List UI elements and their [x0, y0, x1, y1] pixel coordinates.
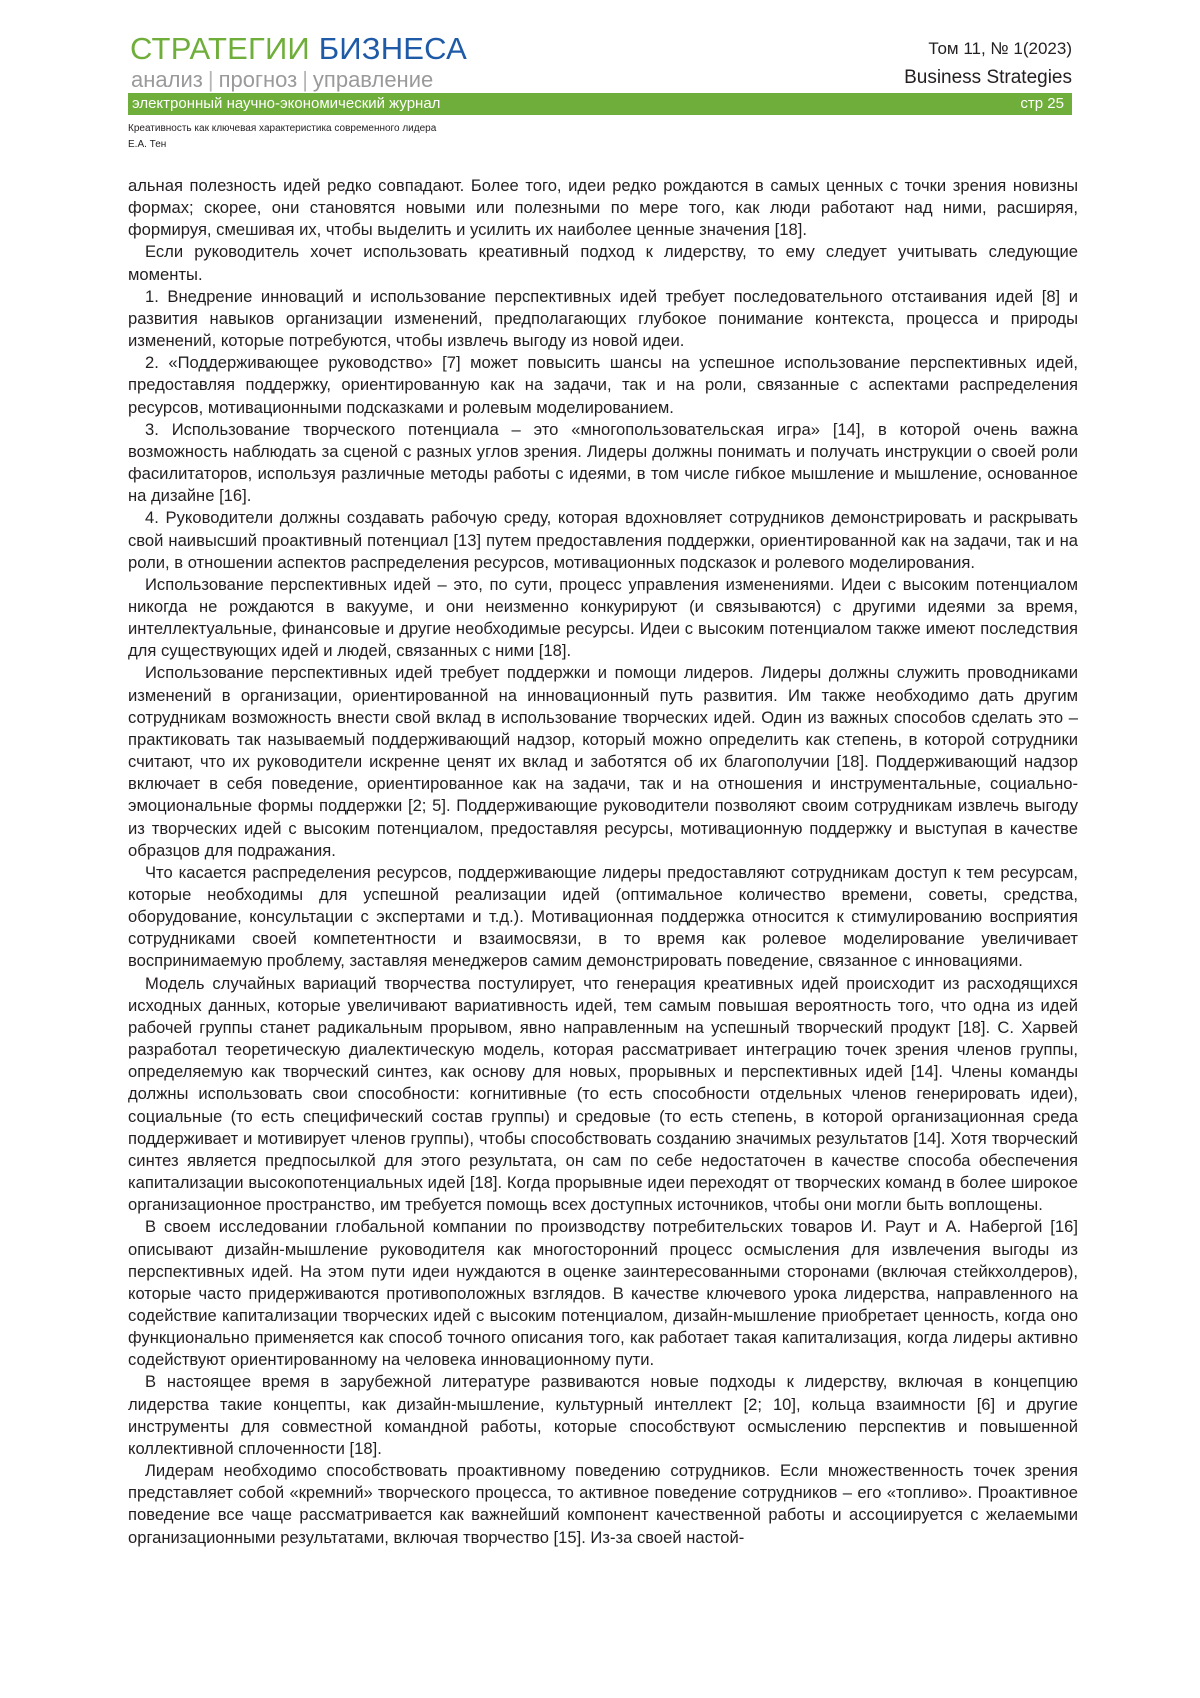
paragraph: Модель случайных вариаций творчества постулирует, что генерация креативных идей происходит из расхо­дящихся исходных данных, которые увеличивают вариативность идей, тем самым повышая вероятность того, что одна из идей рабочей группы станет радикальным прорывом, явно направленным на успешный творческий продукт [18]. С. Харвей разработал теоретическую диалектическую модель, которая рассматривает интеграцию точек зрения членов группы, определяемую как творческий синтез, как основу для новых, прорывных и перспек­тивных идей [14]. Члены команды должны использовать свои способности: когнитивные (то есть способности отдельных членов генерировать идеи), социальные (то есть специфический состав группы) и средовые (то есть степень, в которой организационная среда поддерживает и мотивирует членов группы), чтобы способствовать созданию значимых результатов [14]. Хотя творческий синтез является предпосылкой для этого результата, он сам по себе недостаточен в качестве способа обеспечения капитализации высокопотенциальных идей [18]. Когда прорывные идеи переходят от творческих команд в более широкое организационное пространство, им требуется помощь всех доступных источников, чтобы они могли быть воплощены. [128, 973, 1078, 1217]
journal-tagline [131, 68, 433, 92]
journal-type-label: электронный научно-экономический журнал [132, 93, 440, 115]
paragraph: 2. «Поддерживающее руководство» [7] может повысить шансы на успешное использование перспективных идей, предоставляя поддержку, ориентированную как на задачи, так и на роли, связанные с аспектами распре­деления ресурсов, мотивационными подсказками и ролевым моделированием. [128, 352, 1078, 418]
logo-word-business: БИЗНЕСА [319, 31, 467, 66]
journal-name-en: Business Strategies [904, 66, 1072, 90]
paragraph: Что касается распределения ресурсов, поддерживающие лидеры предоставляют сотрудникам доступ к тем ресурсам, которые необходимы для успешной реализации идей (оптимальное количество времени, советы, средства, оборудование, консультации с экспертами и т.д.). Мотивационная поддержка относится к стимулиро­ванию восприятия сотрудниками своей компетентности и взаимосвязи, в то время как ролевое моделирование увеличивает воспринимаемую проблему, заставляя менеджеров самим демонстрировать поведение, связанное с инновациями. [128, 862, 1078, 973]
journal-page [0, 0, 1200, 1698]
running-title: Креативность как ключевая характеристика современного лидера [128, 122, 436, 135]
paragraph: Использование перспективных идей требует поддержки и помощи лидеров. Лидеры должны служить прово­дниками изменений в организации, ориентированной на инновационный путь развития. Им также необходимо дать другим сотрудникам возможность внести свой вклад в использование творческих идей. Один из важных способов сделать это – практиковать так называемый поддерживающий надзор, который можно определить как степень, в которой сотрудники считают, что их руководители искренне ценят их вклад и заботятся об их благополучии [18]. Поддерживающий надзор включает в себя поведение, ориентированное как на задачи, так и на отношения и инструментальные, социально-эмоциональные формы поддержки [2; 5]. Поддерживающие руководители позволяют своим сотрудникам извлечь выгоду из творческих идей с высоким потенциалом, пре­доставляя ресурсы, мотивационную поддержку и выступая в качестве образцов для подражания. [128, 662, 1078, 861]
tagline-separator: | [203, 67, 219, 92]
paragraph: альная полезность идей редко совпадают. Более того, идеи редко рождаются в самых ценных с точки зрения новизны формах; скорее, они становятся новыми или полезными по мере того, как люди работают над ними, расширяя, формируя, смешивая их, чтобы выделить и усилить их наиболее ценные значения [18]. [128, 175, 1078, 241]
tagline-word-management: управление [313, 67, 433, 92]
paragraph: В настоящее время в зарубежной литературе развиваются новые подходы к лидерству, включая в концепцию лидерства такие концепты, как дизайн-мышление, культурный интеллект [2; 10], кольца взаимности [6] и другие инструменты для совместной командной работы, которые способствуют осмыслению перспектив и повышенной коллективной сплоченности [18]. [128, 1371, 1078, 1460]
paragraph: Лидерам необходимо способствовать проактивному поведению сотрудников. Если множественность точек зрения представляет собой «кремний» творческого процесса, то активное поведение сотрудников – его «то­пливо». Проактивное поведение все чаще рассматривается как важнейший компонент качественной работы и ассоциируется с желаемыми организационными результатами, включая творчество [15]. Из-за своей настой- [128, 1460, 1078, 1549]
tagline-word-forecast: прогноз [219, 67, 298, 92]
paragraph: Использование перспективных идей – это, по сути, процесс управления изменениями. Идеи с высоким потен­циалом никогда не рождаются в вакууме, и они неизменно конкурируют (и связываются) с другими идеями за время, интеллектуальные, финансовые и другие необходимые ресурсы. Идеи с высоким потенциалом также имеют последствия для существующих идей и людей, связанных с ними [18]. [128, 574, 1078, 663]
header-green-bar [128, 93, 1072, 115]
paragraph: Если руководитель хочет использовать креативный подход к лидерству, то ему следует учитывать следующие моменты. [128, 241, 1078, 285]
tagline-word-analysis: анализ [131, 67, 203, 92]
paragraph: 4. Руководители должны создавать рабочую среду, которая вдохновляет сотрудников демонстрировать и рас­крывать свой наивысший проактивный потенциал [13] путем предоставления поддержки, ориентированной как на задачи, так и на роли, в отношении аспектов распределения ресурсов, мотивационных подсказок и ролевого моделирования. [128, 507, 1078, 573]
tagline-separator: | [297, 67, 313, 92]
page-number: стр 25 [1020, 93, 1064, 115]
article-body [128, 175, 1078, 1549]
running-author: Е.А. Тен [128, 138, 166, 151]
issue-number: Том 11, № 1(2023) [928, 38, 1072, 60]
paragraph: 1. Внедрение инноваций и использование перспективных идей требует последовательного отстаивания идей [8] и развития навыков организации изменений, предполагающих глубокое понимание контекста, процесса и природы изменений, которые потребуются, чтобы извлечь выгоду из новой идеи. [128, 286, 1078, 352]
paragraph: 3. Использование творческого потенциала – это «многопользовательская игра» [14], в которой очень важна возможность наблюдать за сценой с разных углов зрения. Лидеры должны понимать и получать инструкции о своей роли фасилитаторов, используя различные методы работы с идеями, в том числе гибкое мышление и мышление, основанное на дизайне [16]. [128, 419, 1078, 508]
journal-logo-title [130, 32, 467, 66]
logo-word-strategies: СТРАТЕГИИ [130, 31, 310, 66]
paragraph: В своем исследовании глобальной компании по производству потребительских товаров И. Раут и А. Набергой [16] описывают дизайн-мышление руководителя как многосторонний процесс осмысления для извлечения вы­годы из перспективных идей. На этом пути идеи нуждаются в оценке заинтересованными сторонами (включая стейкхолдеров), которые часто придерживаются противоположных взглядов. В качестве ключевого урока лидер­ства, направленного на содействие капитализации творческих идей с высоким потенциалом, дизайн-мышление приобретает ценность, когда оно функционально применяется как способ точного описания того, как работает такая капитализация, когда лидеры активно содействуют ориентированному на человека инновационному пути. [128, 1216, 1078, 1371]
